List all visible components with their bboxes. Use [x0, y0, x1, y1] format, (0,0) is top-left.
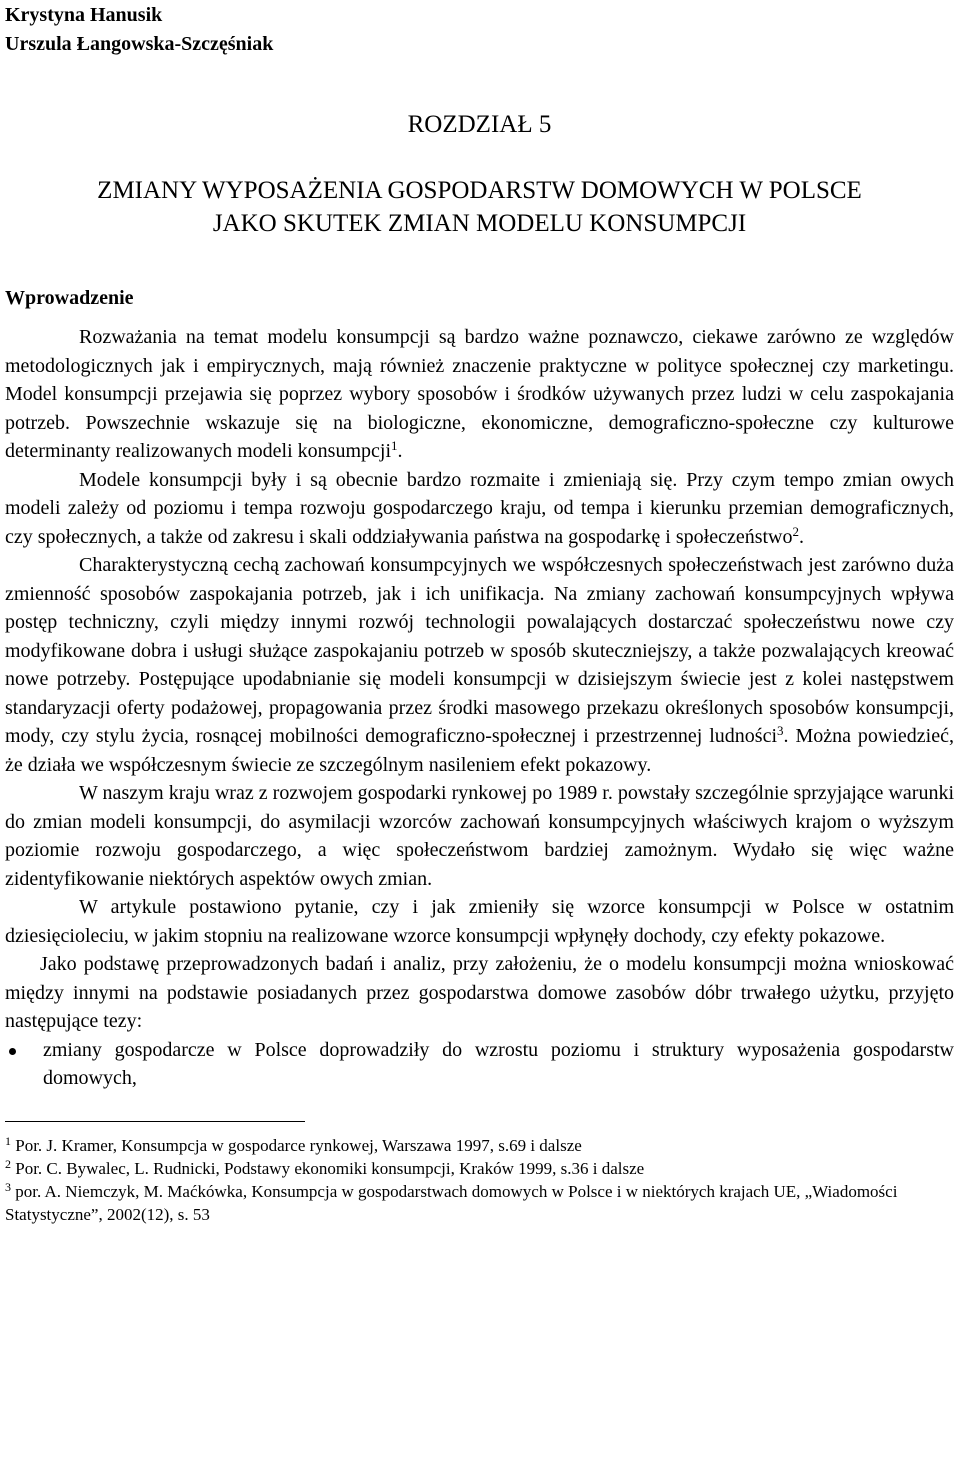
footnote-reference: 2 — [792, 523, 799, 539]
author-name: Krystyna Hanusik — [5, 4, 163, 26]
footnotes — [5, 1134, 954, 1226]
author-list — [5, 0, 954, 59]
footnote — [5, 1134, 954, 1157]
paragraph-text: . — [397, 440, 403, 462]
paragraph — [5, 323, 954, 466]
paragraph-text: . Można powiedzieć, że działa we współczesnym świecie ze szczególnym nasileniem efekt pokazowy. — [5, 725, 954, 776]
author-name: Urszula Łangowska-Szczęśniak — [5, 33, 274, 55]
footnote-number: 2 — [5, 1156, 11, 1171]
chapter-title-line: JAKO SKUTEK ZMIAN MODELU KONSUMPCJI — [212, 210, 747, 237]
paragraph-text: Modele konsumpcji były i są obecnie bardzo rozmaite i zmieniają się. Przy czym tempo zmian owych modeli zależy od poziomu i tempa rozwoju gospodarczego kraju, od tempa i kierunku przemian demograficznych, czy społecznych, a także od zakresu i skali oddziaływania państwa na gospodarkę i społeczeństwo — [5, 468, 954, 548]
paragraph-text: Rozważania na temat modelu konsumpcji są bardzo ważne poznawczo, ciekawe zarówno ze względów metodologicznych jak i empirycznych, mają również znaczenie praktyczne w polityce społecznej czy marketingu. Model konsumpcji przejawia się poprzez wybory sposobów i środków używanych przez ludzi w celu zaspokajania potrzeb. Powszechnie wskazuje się na biologiczne, ekonomiczne, demograficzno-społeczne czy kulturowe determinanty realizowanych modeli konsumpcji — [5, 326, 954, 462]
footnote-text: Por. J. Kramer, Konsumpcja w gospodarce rynkowej, Warszawa 1997, s.69 i dalsze — [15, 1135, 582, 1155]
footnote-text: Por. C. Bywalec, L. Rudnicki, Podstawy ekonomiki konsumpcji, Kraków 1999, s.36 i dalsze — [15, 1158, 645, 1178]
footnote-reference: 3 — [777, 723, 784, 738]
footnote-reference: 1 — [391, 438, 398, 453]
footnote — [5, 1157, 954, 1180]
paragraph-text: Charakterystyczną cechą zachowań konsumpcyjnych we współczesnych społeczeństwach jest zarówno duża zmienność sposobów zaspokajania potrzeb, jak i ich unifikacja. Na zmiany zachowań konsumpcyjnych wpływa postęp techniczny, czyli między innymi rozwój technologii powalających dostarczać społeczeństwu nowe czy modyfikowane dobra i usługi służące zaspokajaniu potrzeb w sposób skuteczniejszy, a także pozwalających kreować nowe potrzeby. Postępujące upodabnianie się modeli konsumpcji w dzisiejszym świecie jest z kolei następstwem standaryzacji oferty podażowej, propagowania przez środki masowego przekazu określonych sposobów konsumpcji, mody, czy stylu życia, rosnącej mobilności demograficzno-społecznej i przestrzennej ludności — [5, 554, 954, 747]
footnote-number: 1 — [5, 1133, 11, 1148]
bullet-list — [5, 1036, 954, 1093]
footnote-divider — [5, 1121, 305, 1122]
paragraph — [5, 551, 954, 779]
body-text — [5, 323, 954, 1093]
paragraph: Jako podstawę przeprowadzonych badań i analiz, przy założeniu, że o modelu konsumpcji można wnioskować między innymi na podstawie posiadanych przez gospodarstwa domowe zasobów dóbr trwałego użytku, przyjęto następujące tezy: — [5, 953, 954, 1032]
footnote-number: 3 — [5, 1179, 11, 1194]
footnote-text: por. A. Niemczyk, M. Maćkówka, Konsumpcja w gospodarstwach domowych w Polsce i w niektórych krajach UE, „Wiadomości Statystyczne”, 2002(12), s. 53 — [5, 1181, 898, 1224]
bullet-icon — [9, 1048, 16, 1055]
chapter-title — [5, 174, 954, 240]
paragraph — [5, 466, 954, 552]
footnote — [5, 1180, 954, 1226]
chapter-title-line: ZMIANY WYPOSAŻENIA GOSPODARSTW DOMOWYCH W POLSCE — [97, 177, 862, 204]
paragraph: W artykule postawiono pytanie, czy i jak zmieniły się wzorce konsumpcji w Polsce w ostatnim dziesięcioleciu, w jakim stopniu na realizowane wzorce konsumpcji wpłynęły dochody, czy efekty pokazowe. — [5, 896, 954, 947]
paragraph-text: . — [799, 525, 804, 548]
list-item — [5, 1036, 954, 1093]
list-item-text: zmiany gospodarcze w Polsce doprowadziły do wzrostu poziomu i struktury wyposażenia gospodarstw domowych, — [43, 1038, 954, 1089]
chapter-heading: ROZDZIAŁ 5 — [407, 111, 552, 138]
paragraph: W naszym kraju wraz z rozwojem gospodarki rynkowej po 1989 r. powstały szczególnie sprzyjające warunki do zmian modeli konsumpcji, do asymilacji wzorców zachowań konsumpcyjnych właściwych krajom o wyższym poziomie rozwoju gospodarczego, a więc społeczeństwom bardziej zamożnym. Wydało się więc ważne zidentyfikowanie niektórych aspektów owych zmian. — [5, 782, 954, 890]
section-heading: Wprowadzenie — [5, 287, 134, 309]
